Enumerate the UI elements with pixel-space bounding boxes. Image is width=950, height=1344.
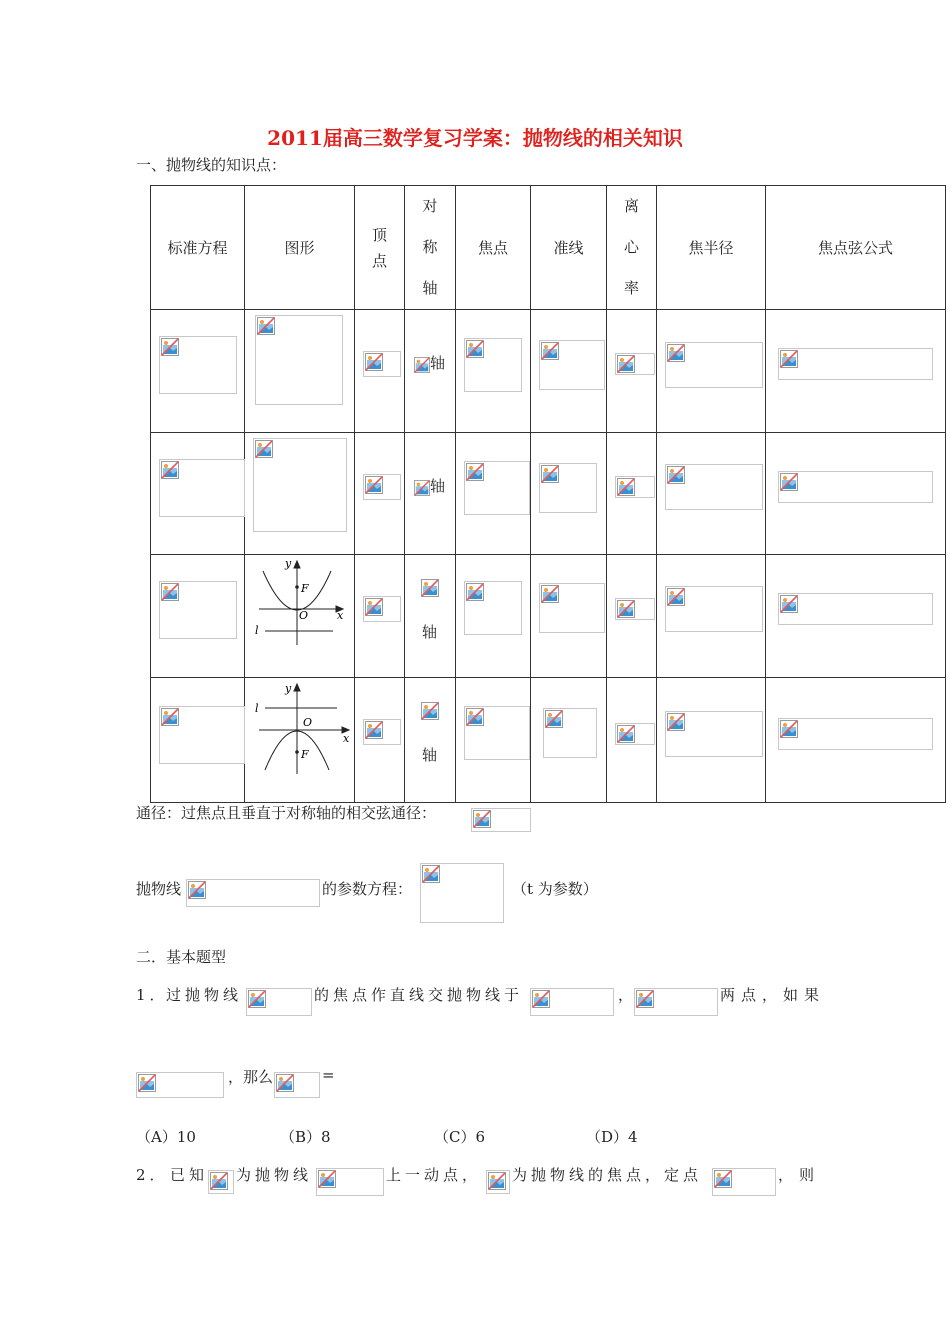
broken-image-icon: [780, 720, 798, 738]
q1-option-c[interactable]: （C）6: [434, 1128, 486, 1146]
directrix-label: l: [255, 624, 259, 637]
focus-image: [464, 581, 522, 635]
broken-image-icon: [532, 990, 550, 1008]
table-header-row: [151, 186, 946, 310]
eccentricity-image: [615, 598, 655, 620]
q1-text-d: 两点，如果: [720, 986, 826, 1004]
broken-image-icon: [667, 344, 685, 362]
q1-target-image: [274, 1072, 320, 1098]
broken-image-icon: [318, 1170, 336, 1188]
directrix-image: [543, 708, 597, 758]
broken-image-icon: [276, 1074, 294, 1092]
header-directrix: 准线: [531, 186, 607, 310]
param-text-post: （t 为参数）: [512, 880, 598, 898]
q1-text-b: 的焦点作直线交抛物线于: [314, 986, 524, 1004]
param-text-mid: 的参数方程：: [322, 880, 413, 898]
table-row: [151, 310, 946, 433]
q2-text-b: 为抛物线: [236, 1166, 313, 1184]
eccentricity-image: [615, 476, 655, 498]
q1-parabola-image: [246, 988, 312, 1016]
broken-image-icon: [421, 579, 439, 597]
q1-option-d[interactable]: （D）4: [586, 1128, 638, 1146]
origin-label: O: [303, 716, 313, 729]
broken-image-icon: [780, 595, 798, 613]
vertex-image: [363, 719, 401, 745]
broken-image-icon: [617, 478, 635, 496]
focal-radius-image: [665, 464, 763, 510]
equation-image: [159, 336, 237, 394]
broken-image-icon: [466, 340, 484, 358]
focus-point: [295, 750, 299, 754]
broken-image-icon: [466, 708, 484, 726]
q1-text-f: =: [322, 1066, 335, 1084]
broken-image-icon: [414, 480, 430, 496]
broken-image-icon: [161, 461, 179, 479]
focal-chord-image: [778, 593, 933, 625]
broken-image-icon: [617, 600, 635, 618]
header-eccentricity: 离 心 率: [607, 186, 657, 310]
q1-condition-image: [136, 1072, 224, 1098]
parabola-equation-image: [186, 879, 320, 907]
axis-label: 轴: [430, 477, 446, 495]
q1-point-a-image: [530, 988, 614, 1016]
focus-point: [295, 585, 299, 589]
broken-image-icon: [365, 353, 383, 371]
q2-text-d: 为抛物线的焦点，定点: [512, 1166, 703, 1184]
parametric-equation-image: [420, 863, 504, 923]
table-row: [151, 555, 946, 678]
broken-image-icon: [466, 463, 484, 481]
latus-rectum-image: [471, 808, 531, 832]
broken-image-icon: [422, 865, 440, 883]
broken-image-icon: [541, 585, 559, 603]
q2-fixed-point-image: [712, 1168, 776, 1196]
header-vertex: 顶 点: [355, 186, 405, 310]
focus-label: F: [301, 582, 309, 595]
broken-image-icon: [541, 342, 559, 360]
q1-text-c: ，: [618, 986, 634, 1004]
y-axis-label: y: [285, 682, 292, 695]
q2-number: 2．: [136, 1166, 169, 1184]
header-axis: 对 称 轴: [405, 186, 456, 310]
broken-image-icon: [667, 713, 685, 731]
x-axis-label: x: [343, 732, 350, 745]
broken-image-icon: [210, 1172, 228, 1190]
header-focal-chord: 焦点弦公式: [766, 186, 946, 310]
broken-image-icon: [248, 990, 266, 1008]
axis-label: 轴: [422, 623, 438, 641]
y-axis-label: y: [285, 559, 292, 570]
broken-image-icon: [488, 1172, 506, 1190]
broken-image-icon: [667, 466, 685, 484]
graph-image: [253, 438, 347, 532]
param-text-pre: 抛物线: [136, 880, 182, 898]
focal-radius-image: [665, 586, 763, 632]
broken-image-icon: [714, 1170, 732, 1188]
page-title: 2011届高三数学复习学案：抛物线的相关知识: [267, 126, 683, 150]
focal-chord-image: [778, 718, 933, 750]
q1-text-a: 过抛物线: [166, 986, 243, 1004]
directrix-label: l: [255, 702, 259, 715]
broken-image-icon: [541, 465, 559, 483]
broken-image-icon: [617, 725, 635, 743]
axis-label: 轴: [422, 746, 438, 764]
broken-image-icon: [667, 588, 685, 606]
equation-image: [159, 706, 245, 764]
equation-image: [159, 581, 237, 639]
focus-image: [464, 461, 530, 515]
vertex-image: [363, 474, 401, 500]
equation-image: [159, 459, 245, 517]
broken-image-icon: [365, 721, 383, 739]
q2-focus-image: [486, 1170, 510, 1194]
broken-image-icon: [636, 990, 654, 1008]
broken-image-icon: [257, 317, 275, 335]
header-standard-equation: 标准方程: [151, 186, 245, 310]
parabola-table: [150, 185, 946, 803]
focus-label: F: [301, 748, 309, 761]
broken-image-icon: [188, 881, 206, 899]
broken-image-icon: [138, 1074, 156, 1092]
graph-image: [255, 315, 343, 405]
latus-rectum-text: 通径：过焦点且垂直于对称轴的相交弦通径：: [136, 804, 437, 822]
directrix-image: [539, 583, 605, 633]
focal-radius-image: [665, 711, 763, 757]
q2-point-p-image: [208, 1170, 234, 1194]
broken-image-icon: [617, 355, 635, 373]
section-heading-1: 一、抛物线的知识点：: [136, 156, 287, 174]
q2-text-a: 已知: [170, 1166, 209, 1184]
q1-option-b[interactable]: （B）8: [280, 1128, 331, 1146]
header-focus: 焦点: [456, 186, 531, 310]
broken-image-icon: [161, 583, 179, 601]
focus-image: [464, 338, 522, 392]
broken-image-icon: [255, 440, 273, 458]
eccentricity-image: [615, 353, 655, 375]
axis-label: 轴: [430, 354, 446, 372]
focus-image: [464, 706, 530, 760]
vertex-image: [363, 351, 401, 377]
broken-image-icon: [780, 350, 798, 368]
broken-image-icon: [421, 702, 439, 720]
q2-text-e: ，则: [778, 1166, 821, 1184]
q2-parabola-image: [316, 1168, 384, 1196]
x-axis-label: x: [337, 609, 344, 622]
q1-number: 1．: [136, 986, 169, 1004]
focal-radius-image: [665, 342, 763, 388]
broken-image-icon: [466, 583, 484, 601]
origin-label: O: [299, 609, 309, 622]
header-focal-radius: 焦半径: [657, 186, 766, 310]
broken-image-icon: [161, 708, 179, 726]
q1-point-b-image: [634, 988, 718, 1016]
eccentricity-image: [615, 723, 655, 745]
broken-image-icon: [365, 476, 383, 494]
table-row: [151, 678, 946, 803]
focal-chord-image: [778, 471, 933, 503]
broken-image-icon: [161, 338, 179, 356]
parabola-up-graph: [253, 559, 353, 649]
broken-image-icon: [365, 598, 383, 616]
directrix-image: [539, 340, 605, 390]
focal-chord-image: [778, 348, 933, 380]
q1-option-a[interactable]: （A）10: [136, 1128, 196, 1146]
directrix-image: [539, 463, 597, 513]
table-row: [151, 433, 946, 555]
section-heading-2: 二．基本题型: [136, 948, 227, 966]
vertex-image: [363, 596, 401, 622]
q2-text-c: 上一动点，: [386, 1166, 482, 1184]
broken-image-icon: [414, 357, 430, 373]
q1-text-e: ，那么: [228, 1068, 274, 1086]
broken-image-icon: [780, 473, 798, 491]
parabola-down-graph: [253, 682, 353, 778]
header-graph: 图形: [245, 186, 355, 310]
broken-image-icon: [545, 710, 563, 728]
broken-image-icon: [473, 810, 491, 828]
